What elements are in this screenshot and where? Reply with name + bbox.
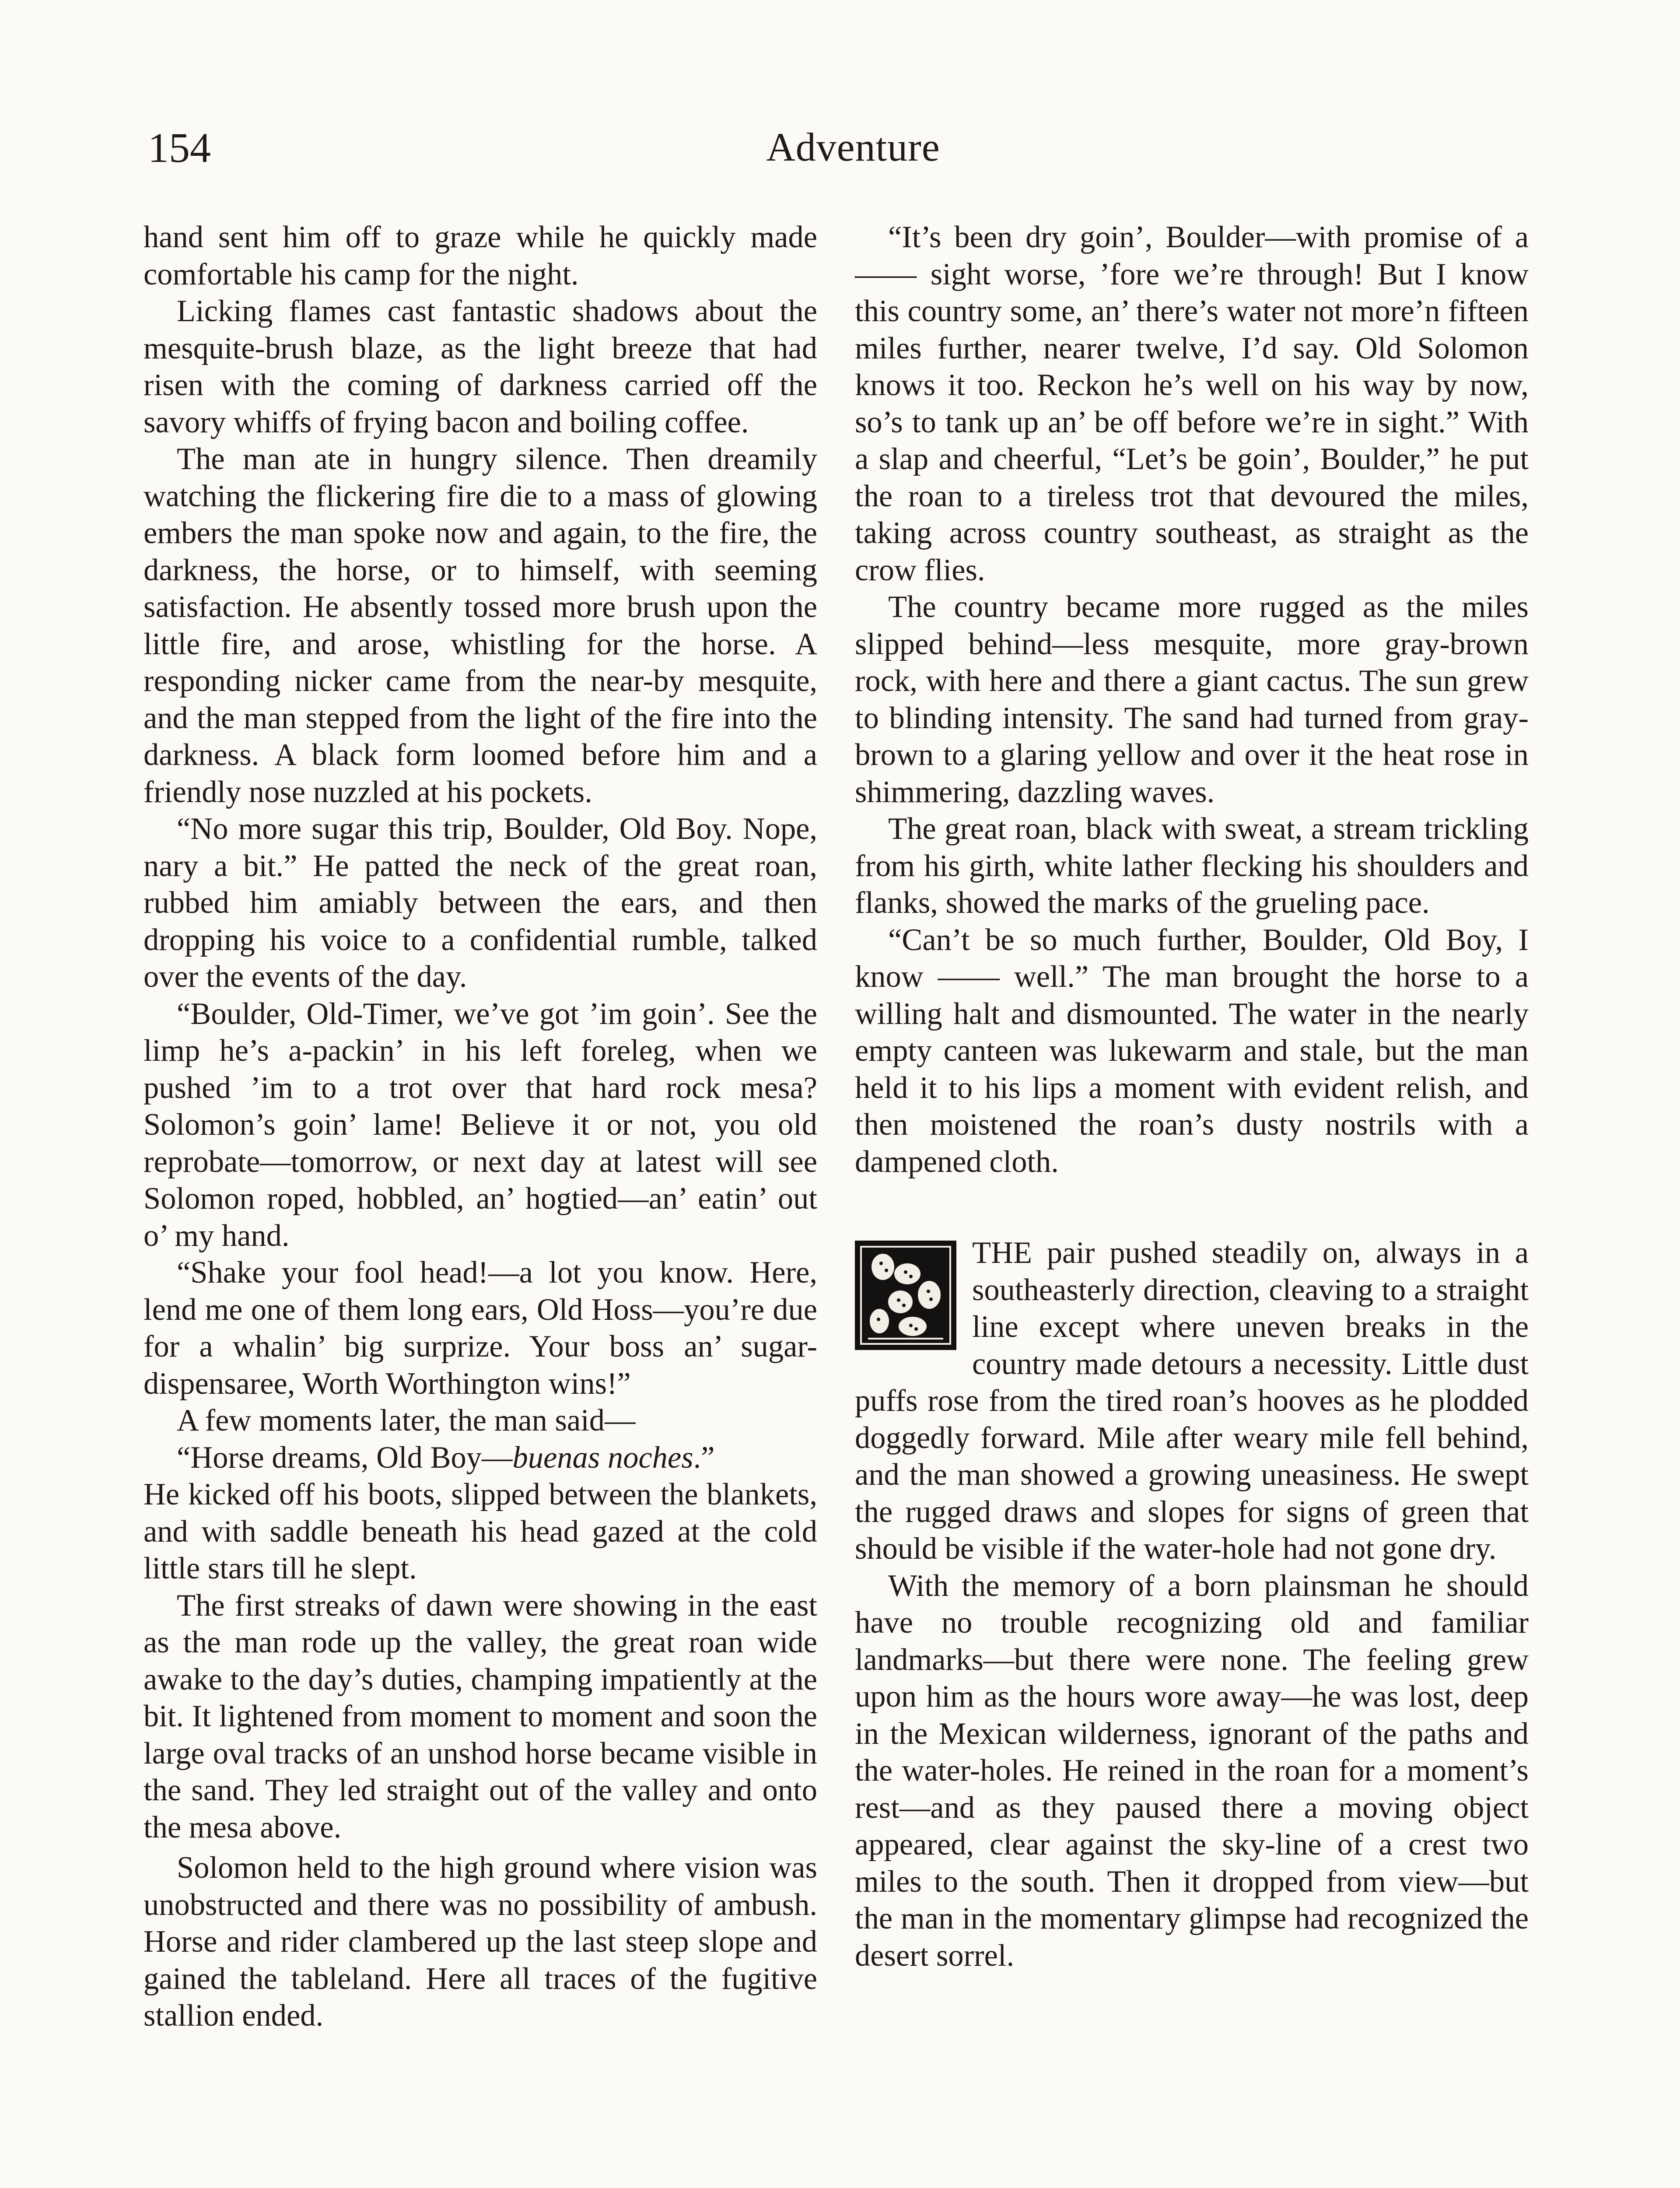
section-opening [855,1234,1529,1567]
paragraph: A few moments later, the man said— [177,1403,636,1438]
paragraph: “It’s been dry goin’, Boulder—with promise of a —— sight worse, ’fore we’re through! But I know this country some, an’ there’s water not more’n fifteen miles further, nearer twelve, I’d say. Old Solomon knows it too. Reckon he’s well on his way by now, so’s to tank up an’ be off before we’re in sight.” With a slap and cheerful, “Let’s be goin’, Boulder,” he put the roan to a tireless trot that devoured the miles, taking across country southeast, as straight as the crow flies. [855,220,1529,587]
paragraph: hand sent him off to graze while he quickly made comfortable his camp for the night. [144,220,817,291]
dialogue-close: .” [693,1440,715,1475]
italic-spanish-phrase: buenas noches [512,1440,693,1475]
cactus-ornament-icon [855,1241,956,1350]
left-column [144,219,817,2034]
page-number: 154 [148,124,211,171]
paragraph [144,1439,817,1476]
paragraph: “Can’t be so much further, Boulder, Old Boy, I know —— well.” The man brought the horse to a willing halt and dismounted. The water in the nearly empty canteen was lukewarm and stale, but the man held it to his lips a moment with evident relish, and then moistened the roan’s dusty nostrils with a dampened cloth. [855,922,1529,1179]
paragraph: “Shake your fool head!—a lot you know. Here, lend me one of them long ears, Old Hoss—you’re due for a whalin’ big surprize. Your boss an’ sugar-dispensaree, Worth Worthington wins!” [144,1255,817,1401]
paragraph: The country became more rugged as the miles slipped behind—less mesquite, more gray-brown rock, with here and there a giant cactus. The sun grew to blinding intensity. The sand had turned from gray-brown to a glaring yellow and over it the heat rose in shimmering, dazzling waves. [855,590,1529,809]
right-column [855,219,1529,1974]
paragraph: “No more sugar this trip, Boulder, Old Boy. Nope, nary a bit.” He patted the neck of the great roan, rubbed him amiably between the ears, and then dropping his voice to a confidential rumble, talked over the events of the day. [144,812,817,994]
paragraph: Solomon held to the high ground where vision was unobstructed and there was no possibility of ambush. Horse and rider clambered up the last steep slope and gained the tableland. Here all traces of the fugitive stallion ended. [144,1851,817,2033]
paragraph: With the memory of a born plainsman he should have no trouble recognizing old and familiar landmarks—but there were none. The feeling grew upon him as the hours wore away—he was lost, deep in the Mexican wilderness, ignorant of the paths and the water-holes. He reined in the roan for a moment’s rest—and as they paused there a moving object appeared, clear against the sky-line of a crest two miles to the south. Then it dropped from view—but the man in the momentary glimpse had recognized the desert sorrel. [855,1568,1529,1973]
paragraph: Licking flames cast fantastic shadows about the mesquite-brush blaze, as the light breeze that had risen with the coming of darkness carried off the savory whiffs of frying bacon and boiling coffee. [144,294,817,439]
paragraph: He kicked off his boots, slipped between the blankets, and with saddle beneath his head gazed at the cold little stars till he slept. [144,1477,817,1585]
paragraph: The first streaks of dawn were showing in the east as the man rode up the valley, the great roan wide awake to the day’s duties, champing impatiently at the bit. It lightened from moment to moment and soon the large oval tracks of an unshod horse became visible in the sand. They led straight out of the valley and onto the mesa above. [144,1588,817,1844]
running-head: Adventure [766,125,940,169]
dialogue-text: “Horse dreams, Old Boy— [177,1440,513,1475]
section-break [855,1180,1529,1234]
paragraph: The great roan, black with sweat, a stream trickling from his girth, white lather flecking his shoulders and flanks, showed the marks of the grueling pace. [855,812,1529,920]
paragraph: “Boulder, Old-Timer, we’ve got ’im goin’. See the limp he’s a-packin’ in his left foreleg, when we pushed ’im to a trot over that hard rock mesa? Solomon’s goin’ lame! Believe it or not, you old reprobate—tomorrow, or next day at latest will see Solomon roped, hobbled, an’ hogtied—an’ eatin’ out o’ my hand. [144,996,817,1253]
paragraph: THE pair pushed steadily on, always in a southeasterly direction, cleaving to a straight line except where uneven breaks in the country made detours a necessity. Little dust puffs rose from the tired roan’s hooves as he plodded doggedly forward. Mile after weary mile fell behind, and the man showed a growing uneasiness. He swept the rugged draws and slopes for signs of green that should be visible if the water-hole had not gone dry. [855,1236,1529,1566]
paragraph: The man ate in hungry silence. Then dreamily watching the flickering fire die to a mass of glowing embers the man spoke now and again, to the fire, the darkness, the horse, or to himself, with seeming satisfaction. He absently tossed more brush upon the little fire, and arose, whistling for the horse. A responding nicker came from the near-by mesquite, and the man stepped from the light of the fire into the darkness. A black form loomed before him and a friendly nose nuzzled at his pockets. [144,442,817,809]
